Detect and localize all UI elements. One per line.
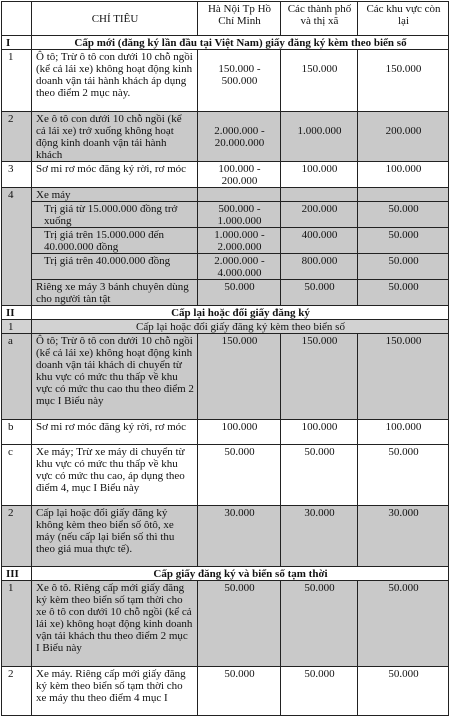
fee-hanoi-hcm: 100.000 - 200.000 — [198, 162, 281, 188]
row-description: Trị giá từ 15.000.000 đồng trở xuống — [32, 202, 198, 228]
row-index: 3 — [2, 162, 32, 188]
fee-thanh-pho: 100.000 — [281, 162, 358, 188]
subsection-index: 1 — [2, 320, 32, 334]
header-chi-tieu: CHỈ TIÊU — [32, 2, 198, 36]
fee-khu-vuc: 50.000 — [358, 280, 449, 306]
table-row — [2, 202, 449, 228]
fee-thanh-pho: 50.000 — [281, 445, 358, 506]
row-index: c — [2, 445, 32, 506]
fee-thanh-pho: 50.000 — [281, 581, 358, 667]
row-index: a — [2, 334, 32, 420]
fee-khu-vuc: 100.000 — [358, 162, 449, 188]
fee-khu-vuc: 50.000 — [358, 667, 449, 716]
row-description: Sơ mi rơ móc đăng ký rời, rơ móc — [32, 162, 198, 188]
row-index: 1 — [2, 581, 32, 667]
fee-khu-vuc: 50.000 — [358, 254, 449, 280]
row-description: Ô tô; Trừ ô tô con dưới 10 chỗ ngồi (kể cả lái xe) không hoạt động kinh doanh vận tải khách di chuyển từ khu vực có mức thu thấp về khu vực có mức thu cao thu theo điểm 2 mục I Biểu này — [32, 334, 198, 420]
fee-khu-vuc: 150.000 — [358, 334, 449, 420]
section-title: Cấp lại hoặc đổi giấy đăng ký — [32, 306, 449, 320]
row-description: Sơ mi rơ móc đăng ký rời, rơ móc — [32, 420, 198, 445]
row-index: b — [2, 420, 32, 445]
fee-khu-vuc: 50.000 — [358, 445, 449, 506]
fee-hanoi-hcm: 100.000 — [198, 420, 281, 445]
fee-table-page — [1, 1, 449, 710]
table-row — [2, 445, 449, 506]
fee-thanh-pho: 150.000 — [281, 334, 358, 420]
row-description: Xe máy. Riêng cấp mới giấy đăng ký kèm theo biển số tạm thời cho xe máy thu theo điểm 4 mục I — [32, 667, 198, 716]
subsection-title: Cấp lại hoặc đổi giấy đăng ký kèm theo biển số — [32, 320, 449, 334]
row-description: Riêng xe máy 3 bánh chuyên dùng cho người tàn tật — [32, 280, 198, 306]
fee-hanoi-hcm: 500.000 - 1.000.000 — [198, 202, 281, 228]
fee-hanoi-hcm: 1.000.000 - 2.000.000 — [198, 228, 281, 254]
section-row — [2, 36, 449, 50]
table-row — [2, 280, 449, 306]
fee-khu-vuc — [358, 188, 449, 202]
section-title: Cấp giấy đăng ký và biển số tạm thời — [32, 567, 449, 581]
fee-hanoi-hcm: 150.000 — [198, 334, 281, 420]
row-description: Xe máy; Trừ xe máy di chuyển từ khu vực có mức thu thấp về khu vực có mức thu cao, áp dụng theo điểm 4, mục I Biểu này — [32, 445, 198, 506]
table-row — [2, 50, 449, 112]
table-row — [2, 228, 449, 254]
fee-hanoi-hcm: 50.000 — [198, 280, 281, 306]
row-description: Trị giá trên 15.000.000 đến 40.000.000 đồng — [32, 228, 198, 254]
header-hanoi-hcm: Hà Nội Tp Hồ Chí Minh — [198, 2, 281, 36]
section-row — [2, 306, 449, 320]
fee-hanoi-hcm: 150.000 - 500.000 — [198, 50, 281, 112]
header-row — [2, 2, 449, 36]
table-row — [2, 667, 449, 716]
table-row — [2, 112, 449, 162]
fee-thanh-pho — [281, 188, 358, 202]
fee-thanh-pho: 30.000 — [281, 506, 358, 567]
table-row — [2, 420, 449, 445]
fee-hanoi-hcm: 50.000 — [198, 445, 281, 506]
header-thanh-pho: Các thành phố và thị xã — [281, 2, 358, 36]
row-index: 2 — [2, 506, 32, 567]
table-row — [2, 188, 449, 202]
section-row — [2, 567, 449, 581]
fee-hanoi-hcm: 2.000.000 - 4.000.000 — [198, 254, 281, 280]
table-row — [2, 162, 449, 188]
fee-hanoi-hcm: 50.000 — [198, 667, 281, 716]
table-row — [2, 581, 449, 667]
fee-hanoi-hcm — [198, 188, 281, 202]
row-description: Xe ô tô. Riêng cấp mới giấy đăng ký kèm theo biển số tạm thời cho xe ô tô con dưới 10 chỗ ngồi (kể cả lái xe) không hoạt động kinh doanh vận tải khách thu theo điểm 2 mục I Biểu này — [32, 581, 198, 667]
fee-khu-vuc: 50.000 — [358, 581, 449, 667]
fee-khu-vuc: 150.000 — [358, 50, 449, 112]
fee-thanh-pho: 800.000 — [281, 254, 358, 280]
fee-thanh-pho: 400.000 — [281, 228, 358, 254]
row-index: 2 — [2, 112, 32, 162]
header-khu-vuc: Các khu vực còn lại — [358, 2, 449, 36]
fee-thanh-pho: 100.000 — [281, 420, 358, 445]
section-index: III — [2, 567, 32, 581]
fee-thanh-pho: 150.000 — [281, 50, 358, 112]
fee-thanh-pho: 50.000 — [281, 667, 358, 716]
row-description: Ô tô; Trừ ô tô con dưới 10 chỗ ngồi (kể cả lái xe) không hoạt động kinh doanh vận tải hành khách áp dụng theo điểm 2 mục này. — [32, 50, 198, 112]
row-index: 4 — [2, 188, 32, 306]
row-description: Trị giá trên 40.000.000 đồng — [32, 254, 198, 280]
fee-thanh-pho: 1.000.000 — [281, 112, 358, 162]
section-index: I — [2, 36, 32, 50]
fee-khu-vuc: 50.000 — [358, 202, 449, 228]
subsection-row — [2, 320, 449, 334]
fee-khu-vuc: 50.000 — [358, 228, 449, 254]
row-description: Cấp lại hoặc đổi giấy đăng ký không kèm theo biển số ôtô, xe máy (nếu cấp lại biển số thì thu theo giá mua thực tế). — [32, 506, 198, 567]
fee-khu-vuc: 200.000 — [358, 112, 449, 162]
fee-khu-vuc: 30.000 — [358, 506, 449, 567]
header-index-cell — [2, 2, 32, 36]
row-description: Xe máy — [32, 188, 198, 202]
table-row — [2, 334, 449, 420]
section-title: Cấp mới (đăng ký lần đầu tại Việt Nam) giấy đăng ký kèm theo biển số — [32, 36, 449, 50]
table-row — [2, 254, 449, 280]
fee-thanh-pho: 200.000 — [281, 202, 358, 228]
fee-hanoi-hcm: 30.000 — [198, 506, 281, 567]
row-index: 2 — [2, 667, 32, 716]
section-index: II — [2, 306, 32, 320]
fee-hanoi-hcm: 2.000.000 - 20.000.000 — [198, 112, 281, 162]
row-description: Xe ô tô con dưới 10 chỗ ngồi (kể cả lái xe) trở xuống không hoạt động kinh doanh vận tải hành khách — [32, 112, 198, 162]
fee-thanh-pho: 50.000 — [281, 280, 358, 306]
fee-khu-vuc: 100.000 — [358, 420, 449, 445]
row-index: 1 — [2, 50, 32, 112]
fee-table — [1, 1, 449, 716]
table-row — [2, 506, 449, 567]
fee-hanoi-hcm: 50.000 — [198, 581, 281, 667]
